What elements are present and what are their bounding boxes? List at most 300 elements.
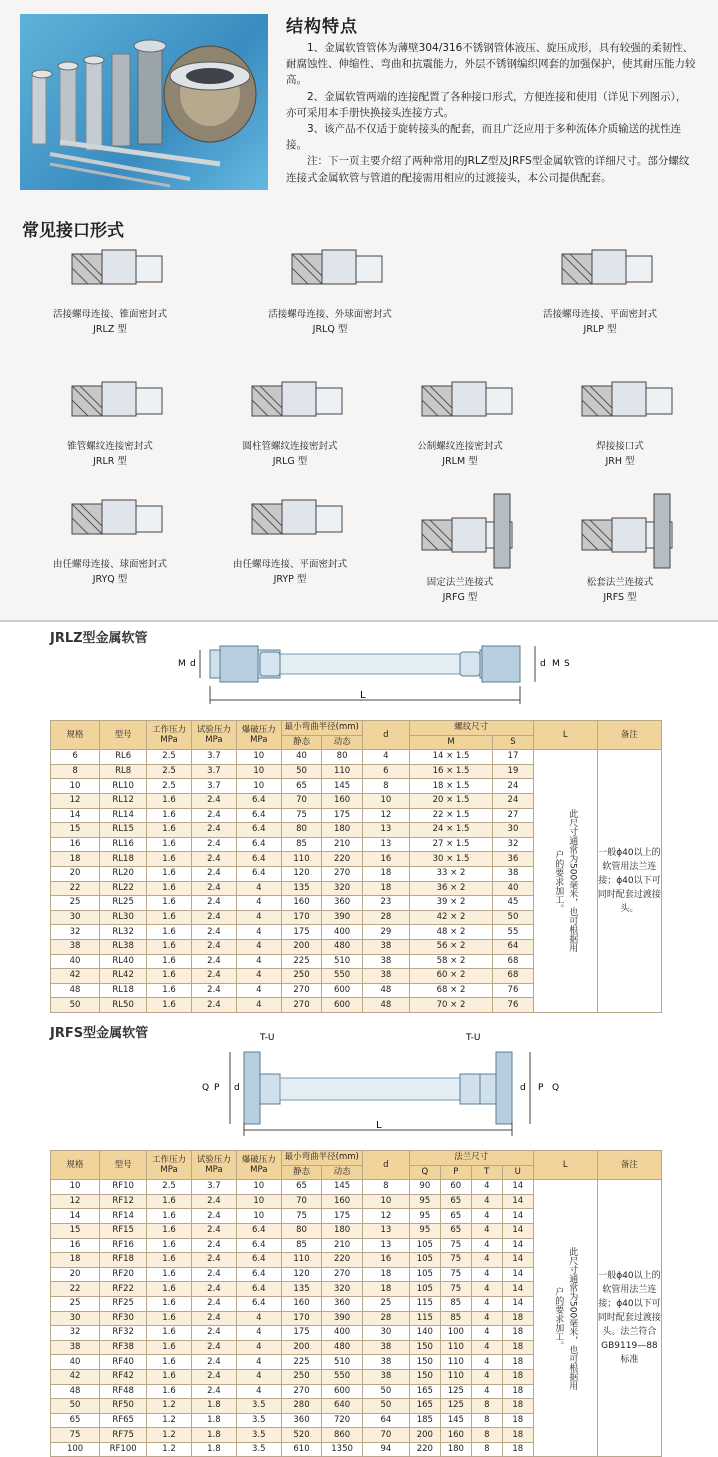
table-cell: 94 <box>362 1442 409 1457</box>
table-cell: 8 <box>362 779 409 794</box>
connector-name: 锥管螺纹连接密封式 <box>67 441 153 452</box>
table-cell: 8 <box>51 764 100 779</box>
jrfs-table <box>50 1150 662 1457</box>
table-cell: 4 <box>236 1326 281 1341</box>
table-cell: 45 <box>493 896 534 911</box>
table-cell: 160 <box>281 1296 322 1311</box>
table-cell: 14 <box>51 808 100 823</box>
table-cell: 360 <box>322 1296 363 1311</box>
table-cell: 1.6 <box>147 1253 192 1268</box>
table-cell: 8 <box>362 1180 409 1195</box>
table-cell: 28 <box>362 1311 409 1326</box>
table-cell: 15 <box>51 823 100 838</box>
col-tp: 试验压力 MPa <box>191 1151 236 1180</box>
connector-item <box>540 372 700 468</box>
jrfs-d-label: d <box>234 1083 240 1093</box>
table-cell: RF16 <box>100 1238 147 1253</box>
table-cell: 14 <box>502 1209 533 1224</box>
table-cell: RL18 <box>100 983 147 998</box>
table-cell: 75 <box>281 808 322 823</box>
table-cell: 38 <box>362 969 409 984</box>
connector-item <box>30 490 190 586</box>
feature-paragraph: 1、金属软管管体为薄壁304/316不锈钢管体液压、旋压成形，具有较强的柔韧性、耐腐蚀性、伸缩性、弯曲和抗震能力，外层不锈钢编织网套的加强保护，使其耐压能力较高。 <box>286 42 696 87</box>
table-cell: 110 <box>281 852 322 867</box>
table-cell: 145 <box>322 1180 363 1195</box>
table-cell: RL16 <box>100 837 147 852</box>
table-cell: 720 <box>322 1413 363 1428</box>
table-cell: 12 <box>51 1194 100 1209</box>
table-cell: 270 <box>281 1384 322 1399</box>
table-cell: 18 <box>502 1428 533 1443</box>
connector-icon <box>230 372 350 438</box>
table-cell: 10 <box>236 1180 281 1195</box>
table-cell: 48 <box>362 998 409 1013</box>
table-cell: 270 <box>281 998 322 1013</box>
connector-code: JRLP 型 <box>583 324 617 335</box>
table-cell: 200 <box>281 939 322 954</box>
table-cell: RF20 <box>100 1267 147 1282</box>
table-cell: 14 <box>502 1253 533 1268</box>
table-cell: 22 × 1.5 <box>409 808 492 823</box>
connector-name: 松套法兰连接式 <box>586 577 654 588</box>
table-cell: 24 × 1.5 <box>409 823 492 838</box>
table-cell: 175 <box>322 1209 363 1224</box>
table-cell: 140 <box>409 1326 440 1341</box>
table-cell: 1.6 <box>147 925 192 940</box>
table-cell: 36 <box>493 852 534 867</box>
jrlz-d2-label: d <box>540 659 546 669</box>
table-cell: 10 <box>51 1180 100 1195</box>
table-cell: 600 <box>322 998 363 1013</box>
connector-icon <box>50 490 170 556</box>
table-cell: 2.4 <box>191 1326 236 1341</box>
table-cell: 610 <box>281 1442 322 1457</box>
table-cell: 19 <box>493 764 534 779</box>
connector-code: JRLG 型 <box>272 456 308 467</box>
table-cell: 10 <box>236 1194 281 1209</box>
table-cell: 4 <box>236 910 281 925</box>
table-cell: 1.6 <box>147 1384 192 1399</box>
table-cell: 550 <box>322 969 363 984</box>
col-d: d <box>362 1151 409 1180</box>
table-cell: RF12 <box>100 1194 147 1209</box>
table-cell: 1.8 <box>191 1413 236 1428</box>
table-cell: RL14 <box>100 808 147 823</box>
table-cell: 270 <box>281 983 322 998</box>
table-cell: 76 <box>493 998 534 1013</box>
table-cell: 1.6 <box>147 1340 192 1355</box>
table-cell: 2.4 <box>191 1223 236 1238</box>
table-cell: 1.6 <box>147 939 192 954</box>
table-cell: RF48 <box>100 1384 147 1399</box>
table-cell: 1.6 <box>147 1296 192 1311</box>
remark-note: 一般ϕ40以上的软管用法兰连接；ϕ40以下可同时配套过渡接头。法兰符合GB9119—88标准 <box>597 1180 661 1457</box>
table-cell: 14 <box>502 1238 533 1253</box>
table-cell: 68 <box>493 954 534 969</box>
table-cell: 480 <box>322 1340 363 1355</box>
connector-name: 活接螺母连接、平面密封式 <box>542 309 657 320</box>
table-cell: 23 <box>362 896 409 911</box>
table-cell: 58 × 2 <box>409 954 492 969</box>
table-cell: 95 <box>409 1194 440 1209</box>
table-cell: 6.4 <box>236 866 281 881</box>
table-cell: RF18 <box>100 1253 147 1268</box>
table-cell: 18 <box>362 881 409 896</box>
table-cell: 38 <box>362 954 409 969</box>
connector-name: 焊接接口式 <box>596 441 644 452</box>
table-cell: 520 <box>281 1428 322 1443</box>
table-cell: 390 <box>322 1311 363 1326</box>
table-cell: 16 × 1.5 <box>409 764 492 779</box>
table-cell: 18 <box>362 1282 409 1297</box>
table-cell: 50 <box>51 998 100 1013</box>
connector-icon <box>560 372 680 438</box>
connector-name: 公制螺纹连接密封式 <box>417 441 503 452</box>
table-cell: 4 <box>471 1282 502 1297</box>
table-cell: 10 <box>51 779 100 794</box>
jrlz-M2-label: M <box>552 659 560 669</box>
table-cell: 70 <box>281 1194 322 1209</box>
table-cell: RF100 <box>100 1442 147 1457</box>
connector-code: JRLQ 型 <box>312 324 348 335</box>
col-bp: 爆破压力 MPa <box>236 1151 281 1180</box>
table-cell: RF42 <box>100 1369 147 1384</box>
table-cell: 1350 <box>322 1442 363 1457</box>
jrfs-title: JRFS型金属软管 <box>50 1026 149 1041</box>
table-cell: 1.6 <box>147 1311 192 1326</box>
table-row <box>51 1180 662 1195</box>
table-cell: 8 <box>471 1428 502 1443</box>
divider <box>0 620 718 622</box>
table-cell: 40 <box>51 1355 100 1370</box>
table-cell: 68 × 2 <box>409 983 492 998</box>
features-title: 结构特点 <box>286 17 358 37</box>
table-cell: 6.4 <box>236 823 281 838</box>
col-bend: 最小弯曲半径(mm) <box>281 721 362 736</box>
table-cell: 18 <box>502 1442 533 1457</box>
table-cell: 50 <box>362 1384 409 1399</box>
table-cell: 20 × 1.5 <box>409 793 492 808</box>
table-cell: 64 <box>493 939 534 954</box>
table-cell: 10 <box>236 1209 281 1224</box>
table-cell: 38 <box>362 1355 409 1370</box>
table-cell: 1.6 <box>147 896 192 911</box>
table-cell: 38 <box>362 939 409 954</box>
table-cell: RF14 <box>100 1209 147 1224</box>
table-cell: 32 <box>493 837 534 852</box>
table-cell: 75 <box>440 1267 471 1282</box>
table-cell: 510 <box>322 954 363 969</box>
table-cell: 135 <box>281 881 322 896</box>
table-cell: 2.4 <box>191 954 236 969</box>
table-cell: 18 <box>502 1369 533 1384</box>
table-cell: 50 <box>51 1399 100 1414</box>
table-cell: 12 <box>51 793 100 808</box>
table-cell: 1.6 <box>147 823 192 838</box>
connector-code: JRLR 型 <box>93 456 127 467</box>
connector-item <box>210 490 370 586</box>
table-cell: 145 <box>322 779 363 794</box>
table-cell: 1.6 <box>147 1194 192 1209</box>
table-cell: 220 <box>322 1253 363 1268</box>
table-cell: 2.4 <box>191 1253 236 1268</box>
table-cell: 2.4 <box>191 1267 236 1282</box>
table-cell: 65 <box>51 1413 100 1428</box>
table-cell: 22 <box>51 1282 100 1297</box>
col-spec: 规格 <box>51 721 100 750</box>
table-cell: RL6 <box>100 750 147 765</box>
table-cell: 42 <box>51 1369 100 1384</box>
table-cell: 2.4 <box>191 808 236 823</box>
table-cell: 75 <box>440 1282 471 1297</box>
table-cell: RF30 <box>100 1311 147 1326</box>
table-cell: 2.4 <box>191 910 236 925</box>
col-P: P <box>440 1165 471 1180</box>
table-cell: 18 <box>502 1399 533 1414</box>
connector-item <box>30 372 190 468</box>
table-cell: 40 <box>493 881 534 896</box>
table-cell: 4 <box>471 1384 502 1399</box>
table-cell: 4 <box>471 1340 502 1355</box>
table-cell: 27 × 1.5 <box>409 837 492 852</box>
col-thread: 螺纹尺寸 <box>409 721 533 736</box>
table-cell: 20 <box>51 866 100 881</box>
table-cell: 2.4 <box>191 837 236 852</box>
table-cell: 32 <box>51 925 100 940</box>
table-cell: 70 <box>362 1428 409 1443</box>
table-cell: RL50 <box>100 998 147 1013</box>
jrfs-P-label: P <box>214 1083 220 1093</box>
table-cell: 18 <box>51 852 100 867</box>
table-cell: RF38 <box>100 1340 147 1355</box>
table-cell: 270 <box>322 866 363 881</box>
table-cell: 1.2 <box>147 1428 192 1443</box>
table-cell: 100 <box>440 1326 471 1341</box>
table-cell: 76 <box>493 983 534 998</box>
table-cell: 18 <box>502 1326 533 1341</box>
connector-icon <box>230 490 350 556</box>
table-cell: 8 <box>471 1413 502 1428</box>
table-cell: 1.2 <box>147 1413 192 1428</box>
table-cell: 6.4 <box>236 852 281 867</box>
table-cell: RF22 <box>100 1282 147 1297</box>
table-cell: 13 <box>362 823 409 838</box>
table-cell: 30 × 1.5 <box>409 852 492 867</box>
table-cell: 85 <box>281 837 322 852</box>
table-cell: 6 <box>362 764 409 779</box>
table-cell: 4 <box>471 1355 502 1370</box>
table-cell: 1.6 <box>147 969 192 984</box>
table-cell: 165 <box>409 1399 440 1414</box>
col-T: T <box>471 1165 502 1180</box>
table-cell: 4 <box>471 1267 502 1282</box>
table-cell: 105 <box>409 1238 440 1253</box>
table-cell: 4 <box>362 750 409 765</box>
table-cell: 38 <box>51 1340 100 1355</box>
table-cell: 2.5 <box>147 1180 192 1195</box>
table-cell: 4 <box>236 954 281 969</box>
connector-item <box>540 490 700 604</box>
table-cell: 50 <box>281 764 322 779</box>
table-cell: RL18 <box>100 852 147 867</box>
table-cell: 38 <box>493 866 534 881</box>
table-cell: 6.4 <box>236 837 281 852</box>
table-cell: 22 <box>51 881 100 896</box>
table-cell: 1.6 <box>147 881 192 896</box>
table-cell: 3.7 <box>191 764 236 779</box>
table-cell: 4 <box>236 925 281 940</box>
table-cell: 64 <box>362 1413 409 1428</box>
table-cell: 75 <box>440 1253 471 1268</box>
jrfs-d2-label: d <box>520 1083 526 1093</box>
table-cell: 2.4 <box>191 866 236 881</box>
table-cell: 120 <box>281 866 322 881</box>
table-cell: 4 <box>471 1253 502 1268</box>
table-cell: 120 <box>281 1267 322 1282</box>
table-cell: 4 <box>236 998 281 1013</box>
table-cell: 3.7 <box>191 750 236 765</box>
table-cell: 110 <box>322 764 363 779</box>
col-tp: 试验压力 MPa <box>191 721 236 750</box>
table-cell: 1.2 <box>147 1399 192 1414</box>
intro-section <box>0 0 718 620</box>
table-cell: 4 <box>236 939 281 954</box>
table-cell: 2.5 <box>147 750 192 765</box>
table-cell: 4 <box>471 1223 502 1238</box>
col-wp: 工作压力 MPa <box>147 1151 192 1180</box>
table-cell: 3.7 <box>191 1180 236 1195</box>
jrlz-L-label: L <box>360 690 366 701</box>
table-cell: 2.4 <box>191 896 236 911</box>
table-cell: 2.4 <box>191 881 236 896</box>
table-cell: 18 <box>502 1413 533 1428</box>
table-cell: 48 <box>51 983 100 998</box>
table-cell: 16 <box>51 837 100 852</box>
features-text <box>286 40 696 186</box>
table-cell: 1.8 <box>191 1399 236 1414</box>
table-cell: 1.6 <box>147 998 192 1013</box>
table-cell: 640 <box>322 1399 363 1414</box>
table-cell: 4 <box>236 1311 281 1326</box>
table-cell: 360 <box>322 896 363 911</box>
table-cell: 18 <box>502 1311 533 1326</box>
table-cell: 6.4 <box>236 1223 281 1238</box>
table-cell: 860 <box>322 1428 363 1443</box>
connector-item <box>250 240 410 336</box>
table-cell: 6.4 <box>236 1238 281 1253</box>
connector-item <box>520 240 680 336</box>
table-cell: 25 <box>51 1296 100 1311</box>
col-model: 型号 <box>100 1151 147 1180</box>
table-cell: 1.6 <box>147 852 192 867</box>
table-cell: 75 <box>440 1238 471 1253</box>
connector-code: JRLZ 型 <box>93 324 127 335</box>
table-cell: 15 <box>51 1223 100 1238</box>
table-cell: 6.4 <box>236 1282 281 1297</box>
table-cell: 42 <box>51 969 100 984</box>
table-cell: 38 <box>51 939 100 954</box>
L-note: 此尺寸通常为500毫米，也可根据用户的要求加工。 <box>533 1180 597 1457</box>
table-cell: 1.6 <box>147 866 192 881</box>
table-cell: 4 <box>236 1355 281 1370</box>
table-cell: 25 <box>362 1296 409 1311</box>
table-cell: 1.6 <box>147 910 192 925</box>
jrlz-diagram <box>160 638 580 710</box>
col-S: S <box>493 735 534 750</box>
table-cell: 180 <box>322 1223 363 1238</box>
table-cell: 550 <box>322 1369 363 1384</box>
table-cell: 56 × 2 <box>409 939 492 954</box>
table-cell: 1.6 <box>147 1209 192 1224</box>
table-cell: 13 <box>362 837 409 852</box>
table-cell: 600 <box>322 983 363 998</box>
table-cell: 2.4 <box>191 1282 236 1297</box>
table-cell: 85 <box>440 1311 471 1326</box>
remark-note: 一般ϕ40以上的软管用法兰连接；ϕ40以下可同时配套过渡接头。 <box>597 750 661 1013</box>
table-cell: 29 <box>362 925 409 940</box>
feature-note: 注：下一页主要介绍了两种常用的JRLZ型及JRFS型金属软管的详细尺寸。部分螺纹连接式金属软管与管道的配接需用相应的过渡接头，本公司提供配套。 <box>286 155 690 184</box>
table-cell: 160 <box>440 1428 471 1443</box>
col-bend: 最小弯曲半径(mm) <box>281 1151 362 1166</box>
table-cell: 10 <box>362 793 409 808</box>
table-cell: 160 <box>322 793 363 808</box>
table-cell: 48 <box>51 1384 100 1399</box>
table-cell: 320 <box>322 1282 363 1297</box>
table-cell: 42 × 2 <box>409 910 492 925</box>
connector-icon <box>270 240 390 306</box>
jrfs-tu-left: T-U <box>260 1033 275 1043</box>
table-cell: 4 <box>471 1311 502 1326</box>
col-U: U <box>502 1165 533 1180</box>
connector-code: JRFS 型 <box>603 592 637 603</box>
col-remark: 备注 <box>597 1151 661 1180</box>
table-cell: 1.6 <box>147 1355 192 1370</box>
table-cell: 18 <box>502 1340 533 1355</box>
table-cell: 6.4 <box>236 1296 281 1311</box>
table-cell: 14 <box>502 1296 533 1311</box>
table-cell: 4 <box>236 881 281 896</box>
table-cell: 2.4 <box>191 1384 236 1399</box>
table-cell: 40 <box>51 954 100 969</box>
table-cell: RF40 <box>100 1355 147 1370</box>
table-cell: 38 <box>362 1340 409 1355</box>
connector-name: 由任螺母连接、平面密封式 <box>232 559 347 570</box>
table-cell: RF15 <box>100 1223 147 1238</box>
table-cell: 160 <box>322 1194 363 1209</box>
table-cell: 2.4 <box>191 1369 236 1384</box>
table-cell: 2.4 <box>191 1340 236 1355</box>
table-cell: 16 <box>362 852 409 867</box>
table-cell: 6 <box>51 750 100 765</box>
table-cell: 110 <box>440 1369 471 1384</box>
table-cell: 210 <box>322 1238 363 1253</box>
hoses-image <box>20 14 268 190</box>
table-cell: 80 <box>281 1223 322 1238</box>
table-cell: 8 <box>471 1442 502 1457</box>
table-cell: 1.6 <box>147 808 192 823</box>
table-cell: 320 <box>322 881 363 896</box>
table-cell: 1.8 <box>191 1428 236 1443</box>
table-cell: 55 <box>493 925 534 940</box>
table-cell: 185 <box>409 1413 440 1428</box>
table-cell: 4 <box>471 1194 502 1209</box>
col-spec: 规格 <box>51 1151 100 1180</box>
table-cell: RL8 <box>100 764 147 779</box>
table-cell: 50 <box>493 910 534 925</box>
table-cell: 110 <box>281 1253 322 1268</box>
table-cell: 4 <box>236 983 281 998</box>
connector-code: JRYQ 型 <box>92 574 128 585</box>
